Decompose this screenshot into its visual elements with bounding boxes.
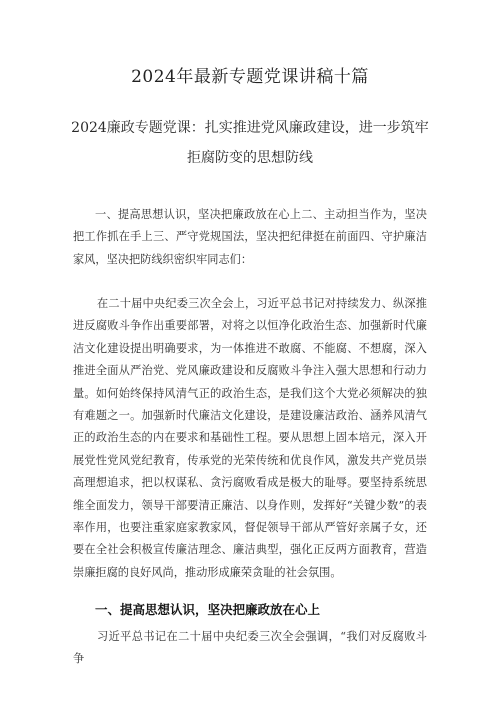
outline-paragraph: 一、提高思想认识，坚决把廉政放在心上二、主动担当作为，坚决把工作抓在手上三、严守党规国法，坚决把纪律挺在前面四、守护廉洁家风，坚决把防线织密织牢同志们： [73,208,427,266]
section-heading-1: 一、提高思想认识，坚决把廉政放在心上 [95,602,321,617]
document-title: 2024年最新专题党课讲稿十篇 [131,67,369,87]
document-subtitle: 2024廉政专题党课：扎实推进党风廉政建设，进一步筑牢拒腐防变的思想防线 [71,120,429,166]
section-1-paragraph: 习近平总书记在二十届中央纪委三次全会强调，“我们对反腐败斗争 [73,630,427,666]
intro-paragraph: 在二十届中央纪委三次全会上，习近平总书记对持续发力、纵深推进反腐败斗争作出重要部署，对将之以恒净化政治生态、加强新时代廉洁文化建设提出明确要求，为一体推进不敢腐、不能腐、不想腐，深入推进全面从严治党、党风廉政建设和反腐败斗争注入强大思想和行动力量。如何始终保持风清气正的政治生态，是我们这个大党必须解决的独有难题之一。加强新时代廉洁文化建设，是建设廉洁政治、涵养风清气正的政治生态的内在要求和基础性工程。要从思想上固本培元，深入开展党性党风党纪教育，传承党的光荣传统和优良作风，激发共产党员崇高理想追求，把以权谋私、贪污腐败看成是极大的耻辱。要坚持系统思维全面发力，领导干部要清正廉洁、以身作则，发挥好“关键少数”的表率作用，也要注重家庭家教家风，督促领导干部从严管好亲属子女，还要在全社会积极宣传廉洁理念、廉洁典型，强化正反两方面教育，营造崇廉拒腐的良好风尚，推动形成廉荣贪耻的社会氛围。 [73,297,427,579]
